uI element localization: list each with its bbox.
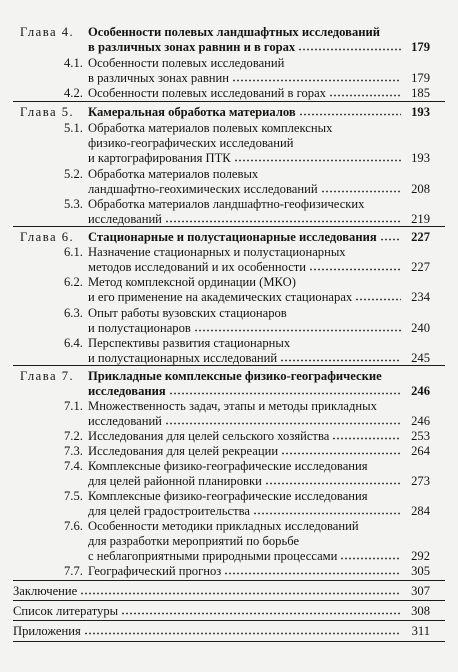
chapter-label: Глава 6.	[20, 230, 75, 244]
chapter-divider	[13, 226, 445, 227]
leader-dots	[165, 415, 401, 425]
section-entry[interactable]: Исследования для целей сельского хозяйства 253	[88, 429, 430, 443]
section-number: 6.4.	[64, 336, 83, 350]
page-number: 308	[411, 604, 430, 618]
section-title: Назначение стационарных и полустационарных	[88, 245, 346, 259]
leader-dots	[281, 445, 401, 455]
leader-dots	[340, 550, 401, 560]
leader-dots	[80, 585, 401, 595]
leader-dots	[355, 291, 401, 301]
leader-dots	[194, 322, 401, 332]
section-number: 7.3.	[64, 444, 83, 458]
page-number: 273	[411, 474, 430, 488]
page-number: 240	[411, 321, 430, 335]
section-entry[interactable]: с неблагоприятными природными процессами 292	[88, 549, 430, 563]
chapter-label: Глава 4.	[20, 25, 75, 39]
chapter-title-entry[interactable]: Стационарные и полустационарные исследования 227	[88, 230, 430, 244]
leader-dots	[329, 87, 401, 97]
section-entry[interactable]: Особенности полевых исследований в горах 185	[88, 86, 430, 100]
section-title: для разработки мероприятий по борьбе	[88, 534, 300, 548]
section-number: 7.6.	[64, 519, 83, 533]
section-entry[interactable]: методов исследований и их особенности 227	[88, 260, 430, 274]
page-number: 227	[411, 260, 430, 274]
page-number: 246	[411, 414, 430, 428]
back-matter-appendices[interactable]: Приложения 311	[13, 624, 430, 638]
chapter-title-entry[interactable]: в различных зонах равнин и в горах 179	[88, 40, 430, 54]
section-number: 6.3.	[64, 306, 83, 320]
section-title: Обработка материалов полевых	[88, 167, 259, 181]
leader-dots	[265, 475, 401, 485]
page-number: 208	[411, 182, 430, 196]
section-title: Опыт работы вузовских стационаров	[88, 306, 287, 320]
chapter-title-entry[interactable]: Камеральная обработка материалов 193	[88, 105, 430, 119]
page-number: 246	[411, 384, 430, 398]
chapter-divider	[13, 101, 445, 102]
leader-dots	[280, 352, 401, 362]
leader-dots	[332, 430, 401, 440]
section-entry[interactable]: для целей градостроительства 284	[88, 504, 430, 518]
section-entry[interactable]: для целей районной планировки 273	[88, 474, 430, 488]
leader-dots	[224, 565, 401, 575]
section-number: 7.2.	[64, 429, 83, 443]
section-entry[interactable]: Исследования для целей рекреации 264	[88, 444, 430, 458]
leader-dots	[321, 183, 401, 193]
section-title: Комплексные физико-географические исследования	[88, 459, 368, 473]
chapter-title: Прикладные комплексные физико-географические	[88, 369, 382, 383]
leader-dots	[234, 152, 401, 162]
page-number: 264	[411, 444, 430, 458]
section-entry[interactable]: исследований 219	[88, 212, 430, 226]
leader-dots	[121, 605, 401, 615]
section-entry[interactable]: ландшафтно-геохимических исследований 208	[88, 182, 430, 196]
chapter-divider	[13, 580, 445, 581]
section-number: 7.5.	[64, 489, 83, 503]
leader-dots	[253, 505, 401, 515]
back-matter-conclusion[interactable]: Заключение 307	[13, 584, 430, 598]
page-number: 227	[411, 230, 430, 244]
section-title: Обработка материалов полевых комплексных	[88, 121, 333, 135]
section-number: 5.3.	[64, 197, 83, 211]
section-entry[interactable]: и картографирования ПТК 193	[88, 151, 430, 165]
page-number: 234	[411, 290, 430, 304]
chapter-divider	[13, 365, 445, 366]
page-number: 284	[411, 504, 430, 518]
page-number: 253	[411, 429, 430, 443]
section-title: Метод комплексной ординации (МКО)	[88, 275, 296, 289]
section-number: 5.2.	[64, 167, 83, 181]
section-entry[interactable]: и его применение на академических стационарах 234	[88, 290, 430, 304]
section-number: 5.1.	[64, 121, 83, 135]
section-number: 7.4.	[64, 459, 83, 473]
page-number: 185	[411, 86, 430, 100]
leader-dots	[298, 41, 401, 51]
section-number: 6.1.	[64, 245, 83, 259]
section-entry[interactable]: и полустационарных исследований 245	[88, 351, 430, 365]
page-number: 305	[411, 564, 430, 578]
section-title: физико-географических исследований	[88, 136, 294, 150]
section-number: 6.2.	[64, 275, 83, 289]
page-number: 311	[411, 624, 430, 638]
leader-dots	[165, 213, 401, 223]
section-divider	[13, 620, 445, 621]
chapter-title-entry[interactable]: исследования 246	[88, 384, 430, 398]
page-number: 193	[411, 105, 430, 119]
chapter-label: Глава 7.	[20, 369, 75, 383]
section-entry[interactable]: в различных зонах равнин 179	[88, 71, 430, 85]
section-entry[interactable]: и полустационаров 240	[88, 321, 430, 335]
section-title: Особенности методики прикладных исследований	[88, 519, 359, 533]
leader-dots	[169, 385, 401, 395]
section-divider	[13, 600, 445, 601]
page-number: 179	[411, 71, 430, 85]
page-number: 307	[411, 584, 430, 598]
section-title: Комплексные физико-географические исследования	[88, 489, 368, 503]
section-title: Множественность задач, этапы и методы прикладных	[88, 399, 377, 413]
section-title: Перспективы развития стационарных	[88, 336, 291, 350]
back-matter-references[interactable]: Список литературы 308	[13, 604, 430, 618]
page-number: 193	[411, 151, 430, 165]
leader-dots	[309, 261, 401, 271]
section-number: 4.1.	[64, 56, 83, 70]
section-number: 7.1.	[64, 399, 83, 413]
page-number: 292	[411, 549, 430, 563]
leader-dots	[232, 72, 401, 82]
page-number: 219	[411, 212, 430, 226]
chapter-label: Глава 5.	[20, 105, 75, 119]
section-number: 4.2.	[64, 86, 83, 100]
section-entry[interactable]: исследований 246	[88, 414, 430, 428]
leader-dots	[84, 625, 401, 635]
section-title: Обработка материалов ландшафтно-геофизических	[88, 197, 365, 211]
leader-dots	[299, 106, 401, 116]
chapter-title: Особенности полевых ландшафтных исследований	[88, 25, 381, 39]
section-entry[interactable]: Географический прогноз 305	[88, 564, 430, 578]
section-title: Особенности полевых исследований	[88, 56, 285, 70]
leader-dots	[380, 231, 401, 241]
page-number: 179	[411, 40, 430, 54]
section-divider	[13, 641, 445, 642]
section-number: 7.7.	[64, 564, 83, 578]
page-number: 245	[411, 351, 430, 365]
